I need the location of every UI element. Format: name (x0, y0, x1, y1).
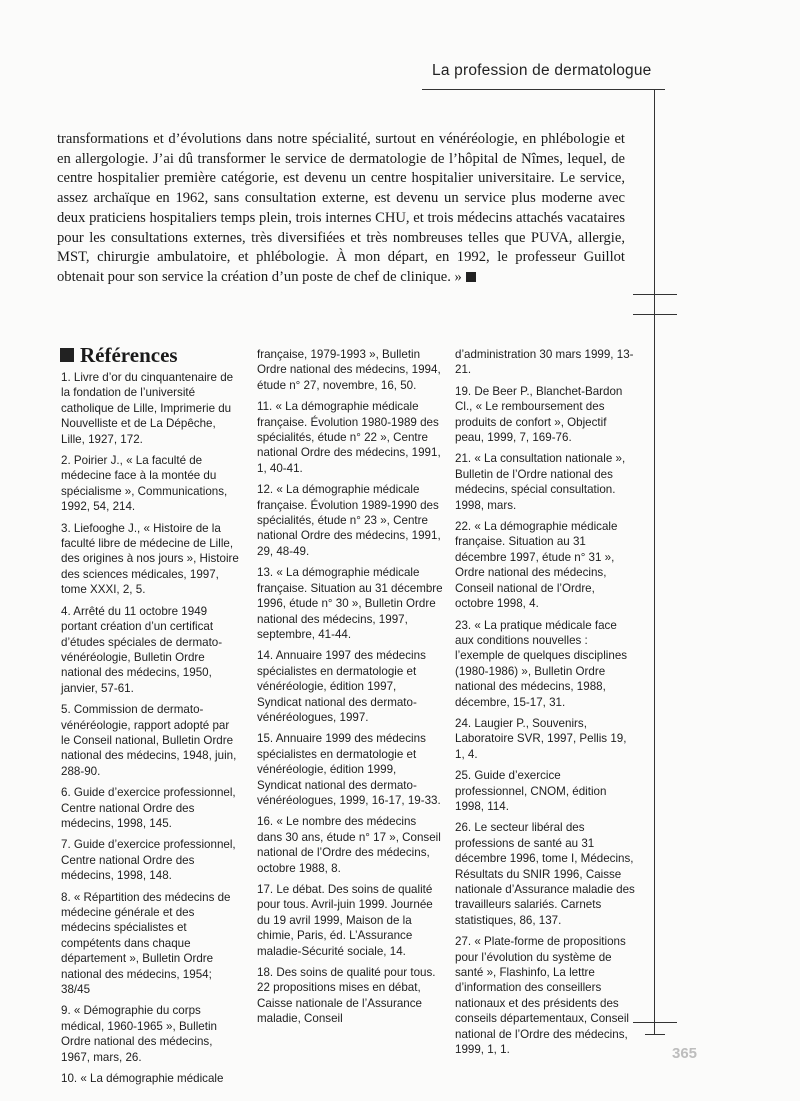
reference-item: 15. Annuaire 1999 des médecins spécialistes en dermatologie et vénéréologie, édition 1999, Syndicat national des dermato-vénéréologues, 1999, 16-17, 19-33. (257, 732, 441, 807)
section-square-icon (60, 348, 74, 362)
reference-item: 9. « Démographie du corps médical, 1960-1965 », Bulletin Ordre national des médecins, 1967, mars, 26. (61, 1004, 217, 1064)
reference-item: 21. « La consultation nationale », Bulletin de l’Ordre national des médecins, spécial consultation. 1998, mars. (455, 452, 626, 512)
reference-item: 5. Commission de dermato-vénéréologie, rapport adopté par le Conseil national, Bulletin Ordre national des médecins, 1948, juin, 288-90. (61, 703, 237, 778)
margin-tick (645, 1034, 665, 1035)
running-header: La profession de dermatologue (432, 62, 652, 79)
reference-item: 17. Le débat. Des soins de qualité pour tous. Avril-juin 1999. Journée du 19 avril 1999, Maison de la chimie, Paris, éd. L’Assurance maladie-Sécurité sociale, 14. (257, 883, 433, 958)
references-column-1 (61, 370, 241, 1092)
header-rule (422, 89, 665, 90)
reference-item: 27. « Plate-forme de propositions pour l’évolution du système de santé », Flashinfo, La lettre d’information des conseillers nationaux et des présidents des conseils départementaux, Conseil national de l’Ordre des médecins, 1999, 1, 1. (455, 935, 630, 1057)
reference-item: 8. « Répartition des médecins de médecine générale et des médecins spécialistes et compétents dans chaque département », Bulletin Ordre national des médecins, 1954; 38/45 (61, 890, 231, 997)
margin-tick (633, 294, 677, 295)
intro-text: transformations et d’évolutions dans notre spécialité, surtout en vénéréologie, en phlébologie et en allergologie. J’ai dû transformer le service de dermatologie de l’hôpital de Nîmes, lequel, de centre hospitalier première catégorie, est devenu un centre hospitalier universitaire. Le service, assez archaïque en 1962, sans consultation externe, est devenu un service plus moderne avec deux praticiens hospitaliers temps plein, trois internes CHU, et trois médecins attachés vacataires pour les consultations externes, très diversifiées et très nombreuses telles que PUVA, allergie, MST, chirurgie ambulatoire, et phlébologie. À mon départ, en 1992, le professeur Guillot obtenait pour son service la création d’un poste de chef de clinique. » (57, 131, 625, 285)
reference-item: 14. Annuaire 1997 des médecins spécialistes en dermatologie et vénéréologie, édition 1997, Syndicat national des dermato-vénéréologues, 1997. (257, 649, 426, 724)
intro-paragraph (57, 130, 625, 288)
reference-item: 3. Liefooghe J., « Histoire de la faculté libre de médecine de Lille, des origines à nos jours », Histoire des sciences médicales, 1997, tome XXXI, 2, 5. (61, 521, 239, 597)
page-number: 365 (672, 1045, 698, 1062)
margin-tick (633, 314, 677, 315)
reference-item: 22. « La démographie médicale française. Situation au 31 décembre 1997, étude n° 31 », Ordre national des médecins, Conseil national de l’Ordre, octobre 1998, 4. (455, 520, 618, 611)
reference-item: 1. Livre d’or du cinquantenaire de la fondation de l’université catholique de Lille, Imprimerie du Nouvelliste et de La Dépêche, Lille, 1927, 172. (61, 371, 234, 446)
reference-item: 10. « La démographie médicale (61, 1072, 224, 1086)
end-mark-square-icon (466, 272, 476, 282)
reference-item: 16. « Le nombre des médecins dans 30 ans, étude n° 17 », Conseil national de l’Ordre des médecins, octobre 1988, 8. (257, 815, 441, 875)
reference-item: 12. « La démographie médicale française. Évolution 1989-1990 des spécialités, étude n° 23 », Centre national Ordre des médecins, 1991, 29, 48-49. (257, 483, 441, 558)
reference-item: 2. Poirier J., « La faculté de médecine face à la montée du spécialisme », Communications, 1992, 54, 214. (61, 454, 228, 514)
reference-item: 4. Arrêté du 11 octobre 1949 portant création d’un certificat d’études spéciales de dermato-vénéréologie, Bulletin Ordre national des médecins, 1950, janvier, 57-61. (61, 604, 223, 695)
reference-item: 26. Le secteur libéral des professions de santé au 31 décembre 1996, tome I, Médecins, Résultats du SNIR 1996, Caisse nationale d’Assurance maladie des travailleurs salariés. Carnets statistiques, 86, 137. (455, 821, 635, 927)
reference-item: 24. Laugier P., Souvenirs, Laboratoire SVR, 1997, Pellis 19, 1, 4. (455, 716, 627, 761)
reference-item: 7. Guide d’exercice professionnel, Centre national Ordre des médecins, 1998, 148. (61, 838, 236, 883)
reference-item: 23. « La pratique médicale face aux conditions nouvelles : l’exemple de quelques disciplines (1980-1986) », Bulletin Ordre national des médecins, 1988, décembre, 15-17, 31. (455, 618, 628, 709)
reference-item: 6. Guide d’exercice professionnel, Centre national Ordre des médecins, 1998, 145. (61, 786, 236, 830)
references-column-3 (455, 347, 635, 1063)
reference-item: 13. « La démographie médicale française. Situation au 31 décembre 1996, étude n° 30 », Bulletin Ordre national des médecins, 1997, septembre, 41-44. (257, 566, 443, 641)
margin-tick (633, 1022, 677, 1023)
reference-item: 25. Guide d’exercice professionnel, CNOM, édition 1998, 114. (455, 769, 607, 813)
reference-item: 11. « La démographie médicale française. Évolution 1980-1989 des spécialités, étude n° 22 », Centre national Ordre des médecins, 1991, 1, 40-41. (257, 400, 441, 475)
reference-item: d’administration 30 mars 1999, 13-21. (455, 348, 634, 377)
references-column-2 (257, 347, 443, 1033)
reference-item: française, 1979-1993 », Bulletin Ordre national des médecins, 1994, étude n° 27, novembre, 16, 50. (257, 348, 441, 392)
reference-item: 19. De Beer P., Blanchet-Bardon Cl., « Le remboursement des produits de confort », Objectif peau, 1999, 7, 169-76. (455, 384, 623, 445)
references-heading (60, 343, 178, 368)
references-heading-text: Références (80, 343, 178, 367)
margin-vertical-rule (654, 89, 655, 1034)
reference-item: 18. Des soins de qualité pour tous. 22 propositions mises en débat, Caisse nationale de l’Assurance maladie, Conseil (257, 966, 436, 1026)
